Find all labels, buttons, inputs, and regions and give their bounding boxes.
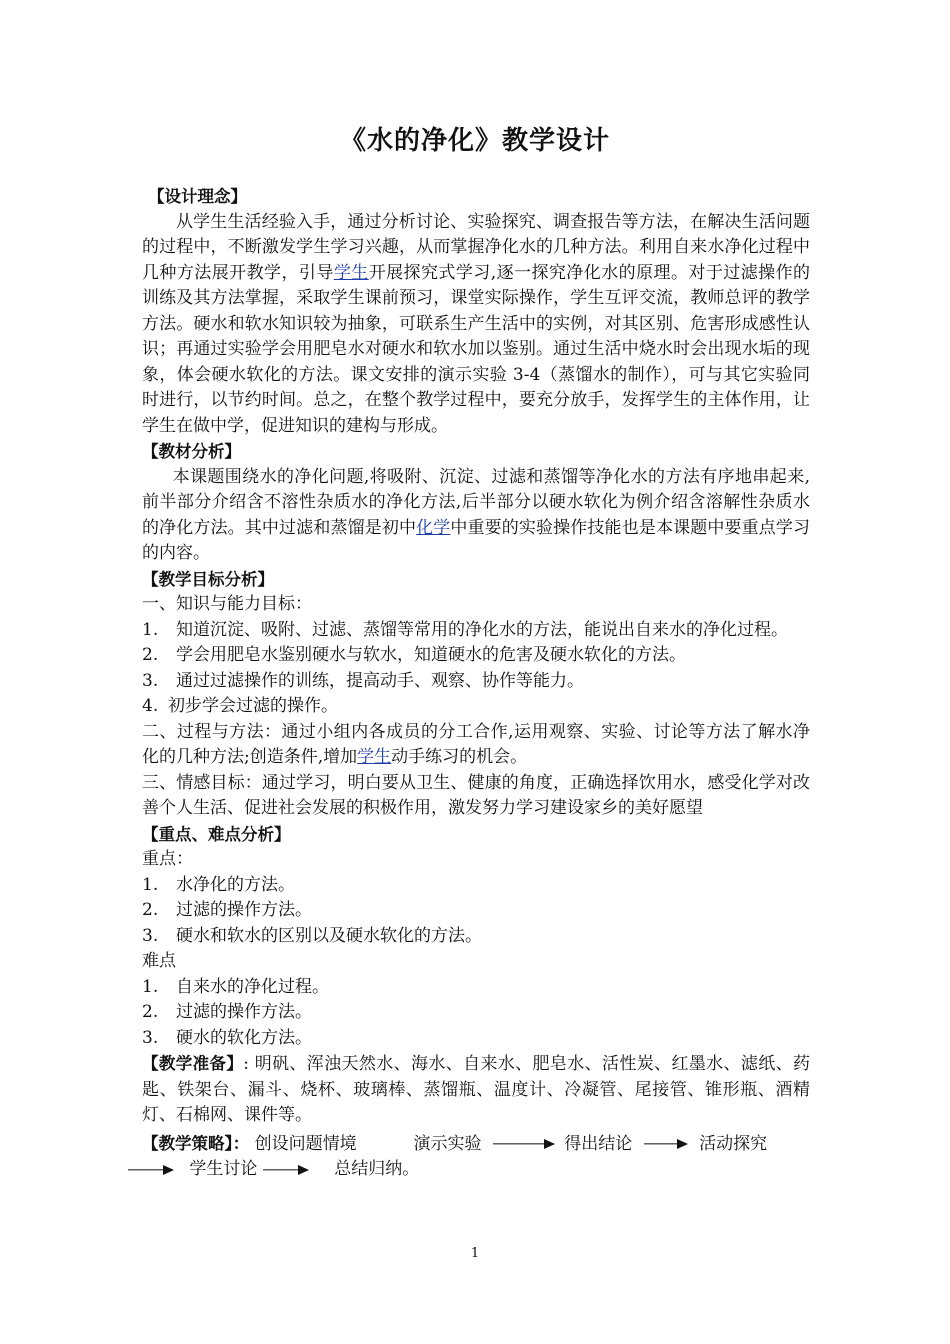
list-text: 硬水和软水的区别以及硬水软化的方法。 — [176, 925, 482, 946]
strategy-step: 总结归纳。 — [334, 1159, 420, 1179]
list-item — [142, 694, 810, 720]
process-text-1: 二、过程与方法：通过小组内各成员的分工合作,运用观察、实验、讨论等方法了解水净化的几种方法;创造条件,增加 — [142, 721, 810, 767]
arrow-right-icon — [263, 1164, 309, 1176]
prep-paragraph — [142, 1051, 810, 1129]
link-student[interactable]: 学生 — [333, 262, 369, 283]
section-heading-keypoints: 【重点、难点分析】 — [142, 824, 291, 844]
strategy-step: 创设问题情境 — [254, 1133, 357, 1154]
material-paragraph — [142, 465, 810, 567]
section-heading-prep: 【教学准备】 — [142, 1054, 244, 1073]
arrow-right-icon — [493, 1138, 555, 1150]
list-text: 初步学会过滤的操作。 — [168, 696, 338, 716]
strategy-block — [142, 1131, 810, 1183]
list-text: 学会用肥皂水鉴别硬水与软水，知道硬水的危害及硬水软化的方法。 — [176, 645, 686, 665]
strategy-line-1 — [142, 1131, 810, 1158]
section-heading-material: 【教材分析】 — [142, 442, 241, 461]
goals-sub-knowledge: 一、知识与能力目标： — [142, 594, 312, 614]
list-item — [142, 873, 810, 899]
arrow-right-icon — [128, 1164, 174, 1176]
list-number: 1. — [142, 619, 159, 640]
list-number: 3. — [142, 670, 159, 691]
list-number: 1. — [142, 874, 159, 895]
document-body — [142, 184, 810, 1183]
key-label: 重点： — [142, 849, 193, 869]
list-text: 知道沉淀、吸附、过滤、蒸馏等常用的净化水的方法，能说出自来水的净化过程。 — [176, 619, 788, 640]
list-number: 3. — [142, 925, 159, 946]
list-text: 自来水的净化过程。 — [176, 976, 329, 997]
link-student-2[interactable]: 学生 — [357, 747, 392, 767]
goals-sub-process — [142, 720, 810, 771]
list-item — [142, 1000, 810, 1026]
list-number: 1. — [142, 976, 159, 997]
prep-text: : 明矾、浑浊天然水、海水、自来水、肥皂水、活性炭、红墨水、滤纸、药匙、铁架台、漏斗、烧杯、玻璃棒、蒸馏瓶、温度计、冷凝管、尾接管、锥形瓶、酒精灯、石棉网、课件等。 — [142, 1054, 811, 1125]
list-number: 2. — [142, 900, 159, 920]
strategy-line-2 — [128, 1157, 810, 1183]
page-number: 1 — [470, 1246, 480, 1261]
material-text-2: 中重要的实验操作技能也是本课题中要重点学习的内容。 — [142, 517, 811, 563]
goals-sub-emotion: 三、情感目标：通过学习，明白要从卫生、健康的角度，正确选择饮用水，感受化学对改善个人生活、促进社会发展的积极作用，激发努力学习建设家乡的美好愿望 — [142, 772, 810, 818]
list-item — [142, 669, 810, 695]
material-text-1: 本课题围绕水的净化问题,将吸附、沉淀、过滤和蒸馏等净化水的方法有序地串起来,前半部分介绍含不溶性杂质水的净化方法,后半部分以硬水软化为例介绍含溶解性杂质水的净化方法。其中过滤和蒸馏是初中 — [142, 466, 810, 538]
list-item — [142, 924, 810, 950]
list-item — [142, 975, 810, 1001]
strategy-step: 学生讨论 — [189, 1159, 258, 1179]
section-heading-goals: 【教学目标分析】 — [142, 569, 274, 589]
list-item — [142, 1026, 810, 1052]
section-heading-concept: 【设计理念】 — [148, 187, 247, 206]
list-text: 水净化的方法。 — [176, 874, 295, 895]
strategy-step: 活动探究 — [699, 1133, 768, 1154]
concept-paragraph — [142, 210, 810, 440]
list-item — [142, 643, 810, 669]
list-text: 硬水的软化方法。 — [176, 1027, 312, 1048]
strategy-step: 得出结论 — [564, 1133, 633, 1154]
section-heading-strategy: 【教学策略】 — [142, 1133, 233, 1153]
list-number: 2. — [142, 1002, 159, 1022]
list-text: 通过过滤操作的训练，提高动手、观察、协作等能力。 — [176, 670, 584, 691]
document-title: 《水的净化》教学设计 — [339, 126, 610, 156]
list-text: 过滤的操作方法。 — [176, 900, 312, 920]
list-text: 过滤的操作方法。 — [176, 1002, 312, 1022]
list-item — [142, 618, 810, 644]
list-item — [142, 898, 810, 924]
list-number: 3. — [142, 1027, 159, 1048]
link-chemistry[interactable]: 化学 — [416, 517, 451, 538]
list-number: 4. — [142, 696, 159, 716]
arrow-right-icon — [644, 1138, 688, 1150]
list-number: 2. — [142, 645, 159, 665]
strategy-colon: ： — [232, 1133, 250, 1153]
process-text-2: 动手练习的机会。 — [391, 747, 528, 767]
strategy-step: 演示实验 — [413, 1133, 482, 1154]
difficulty-label: 难点 — [142, 951, 176, 971]
concept-text-1: 从学生生活经验入手，通过分析讨论、实验探究、调查报告等方法，在解决生活问题的过程中，不断激发学生学习兴趣，从而掌握净化水的几种方法。利用自来水净化过程中几种方法展开教学，引导 — [142, 211, 810, 283]
concept-text-2: 开展探究式学习,逐一探究净化水的原理。对于过滤操作的训练及其方法掌握，采取学生课前预习，课堂实际操作，学生互评交流，教师总评的教学方法。硬水和软水知识较为抽象，可联系生产生活中的实例，对其区别、危害形成感性认识；再通过实验学会用肥皂水对硬水和软水加以鉴别。通过生活中烧水时会出现水垢的现象，体会硬水软化的方法。课文安排的演示实验 3-4（蒸馏水的制作），可与其它实验同时进行，以节约时间。总之，在整个教学过程中，要充分放手，发挥学生的主体作用，让学生在做中学，促进知识的建构与形成。 — [142, 262, 811, 436]
